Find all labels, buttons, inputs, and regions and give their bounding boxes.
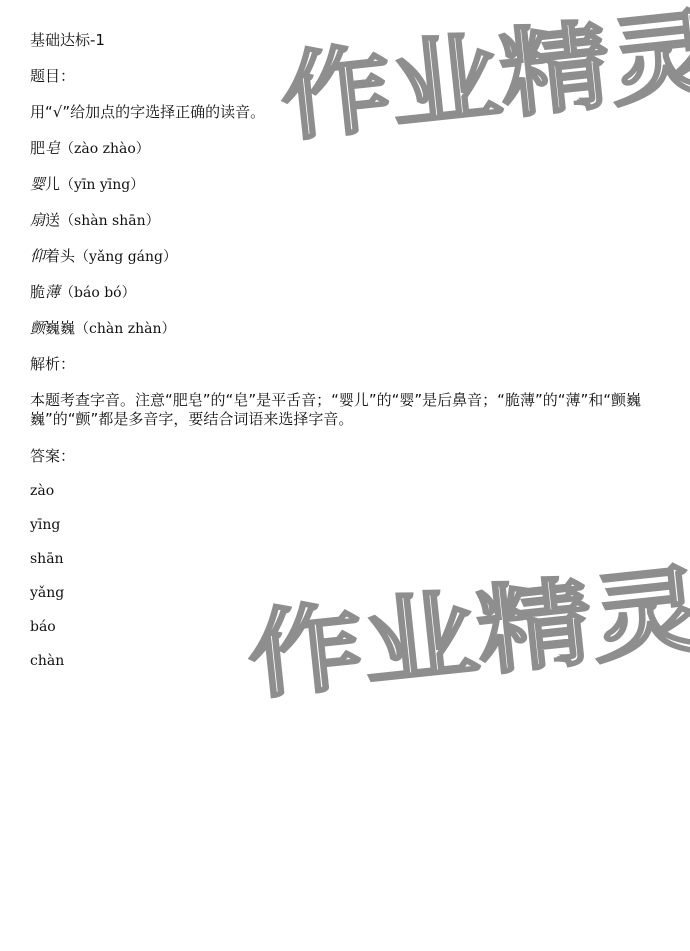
item-options: （chàn zhàn） <box>75 321 176 337</box>
item-options: （shàn shān） <box>60 213 160 229</box>
question-item <box>30 248 177 266</box>
section-title: 基础达标-1 <box>30 31 105 49</box>
item-word-dotted: 颤 <box>30 319 46 337</box>
answer-label: 答案： <box>30 447 76 465</box>
item-word-dotted: 扇 <box>30 211 46 229</box>
analysis-label: 解析： <box>30 355 76 373</box>
item-options: （yīn yīng） <box>60 177 145 193</box>
watermark-text-top: 作业精灵 <box>275 3 670 155</box>
answer-item: yǎng <box>30 585 65 601</box>
item-options: （yǎng gáng） <box>75 249 178 265</box>
question-item <box>30 176 144 194</box>
question-item <box>30 320 175 338</box>
answer-item: shān <box>30 551 64 567</box>
item-word-dotted: 仰 <box>30 247 46 265</box>
question-item <box>30 140 150 158</box>
answer-item: báo <box>30 619 56 635</box>
item-word-dotted: 婴 <box>30 175 46 193</box>
question-item <box>30 212 160 230</box>
item-word: 肥 <box>30 139 46 157</box>
item-word: 儿 <box>45 175 61 193</box>
item-word: 着头 <box>45 247 76 265</box>
question-label: 题目： <box>30 67 76 85</box>
item-word: 送 <box>45 211 61 229</box>
item-options: （zào zhào） <box>60 141 150 157</box>
question-instruction: 用“√”给加点的字选择正确的读音。 <box>30 103 266 121</box>
analysis-text: 本题考查字音。注意“肥皂”的“皂”是平舌音；“婴儿”的“婴”是后鼻音；“脆薄”的“薄”和“颤巍巍”的“颤”都是多音字，要结合词语来选择字音。 <box>30 391 642 428</box>
item-options: （báo bó） <box>60 285 136 301</box>
item-word: 脆 <box>30 283 46 301</box>
item-word-dotted: 皂 <box>45 139 61 157</box>
item-word-dotted: 薄 <box>45 283 61 301</box>
question-item <box>30 284 136 302</box>
answer-item: zào <box>30 483 55 499</box>
answer-item: yīng <box>30 517 61 533</box>
item-word: 巍巍 <box>45 319 76 337</box>
watermark-text-bottom: 作业精灵 <box>242 561 637 713</box>
answer-item: chàn <box>30 653 65 669</box>
